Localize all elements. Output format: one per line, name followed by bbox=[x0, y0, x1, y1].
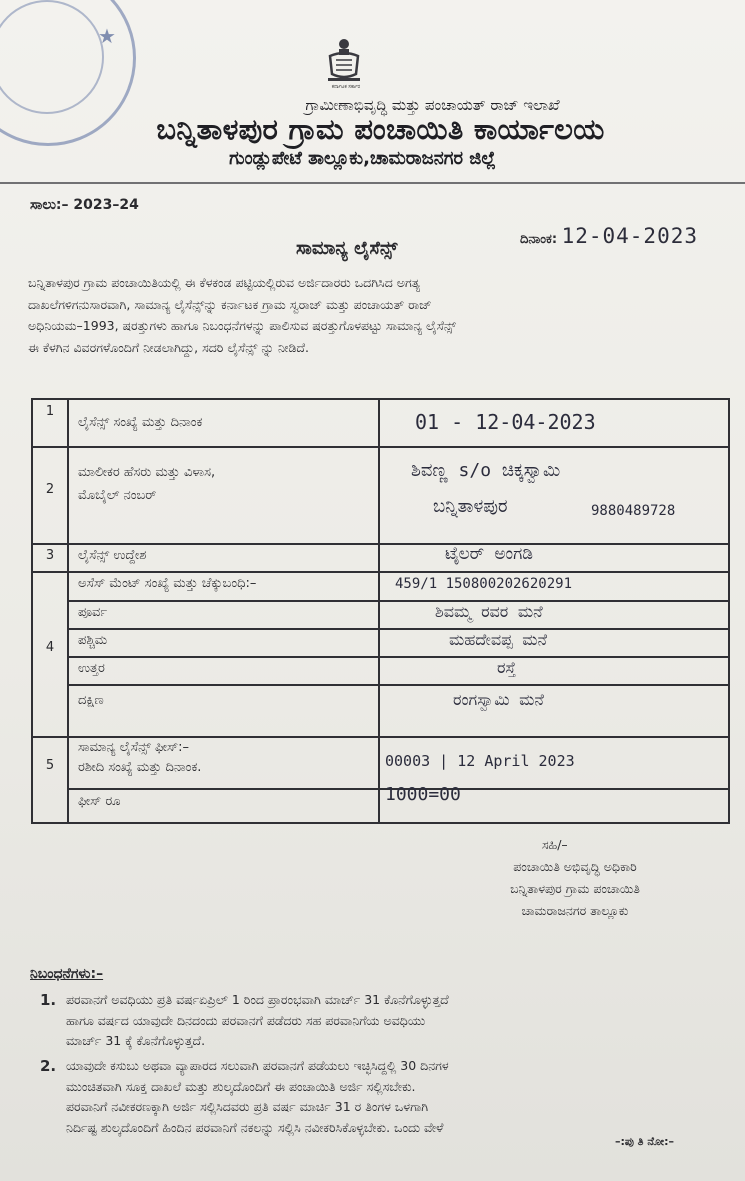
condition-line: ಪರವಾನಿಗೆ ನವೀಕರಣಕ್ಕಾಗಿ ಅರ್ಜಿ ಸಲ್ಲಿಸಿದವರು ಪ್ರತಿ ವರ್ಷ ಮಾರ್ಚಿ 31 ರ ತಿಂಗಳ ಒಳಗಾಗಿ bbox=[66, 1099, 429, 1114]
row-number: 1 bbox=[45, 404, 55, 419]
boundary-west-value: ಮಹದೇವಪ್ಪ ಮನೆ bbox=[449, 630, 548, 649]
seal-star-icon: ★ bbox=[98, 24, 116, 48]
row-divider bbox=[33, 446, 728, 448]
row-divider bbox=[67, 600, 728, 602]
boundary-north-label: ಉತ್ತರ bbox=[78, 661, 105, 676]
intro-line: ಈ ಕೆಳಗಿನ ವಿವರಗಳೊಂದಿಗೆ ನೀಡಲಾಗಿದ್ದು, ಸದರಿ ಲೈಸೆನ್ಸ್ ನ್ನು ನೀಡಿದೆ. bbox=[28, 339, 309, 355]
document-title: ಸಾಮಾನ್ಯ ಲೈಸೆನ್ಸ್ bbox=[296, 238, 398, 259]
condition-line: ಯಾವುದೇ ಕಸುಬು ಅಥವಾ ವ್ಯಾಪಾರದ ಸಲುವಾಗಿ ಪರವಾನಗೆ ಪಡೆಯಲು ಇಚ್ಛಿಸಿದ್ದಲ್ಲಿ 30 ದಿನಗಳ bbox=[66, 1058, 449, 1073]
condition-item bbox=[40, 1056, 726, 1138]
department-name: ಗ್ರಾಮೀಣಾಭಿವೃದ್ಧಿ ಮತ್ತು ಪಂಚಾಯತ್ ರಾಜ್ ಇಲಾಖೆ bbox=[305, 96, 560, 114]
receipt-label: ರಶೀದಿ ಸಂಖ್ಯೆ ಮತ್ತು ದಿನಾಂಕ. bbox=[78, 760, 202, 775]
row-divider bbox=[67, 628, 728, 630]
assessment-value: 459/1 150800202620291 bbox=[395, 576, 573, 592]
boundary-east-label: ಪೂರ್ವ bbox=[78, 605, 108, 620]
condition-number: 1. bbox=[40, 991, 57, 1009]
purpose-label: ಲೈಸೆನ್ಸ್ ಉದ್ದೇಶ bbox=[78, 548, 147, 563]
license-date bbox=[520, 224, 698, 248]
date-value: 12-04-2023 bbox=[561, 224, 698, 248]
boundary-south-value: ರಂಗಸ್ವಾಮಿ ಮನೆ bbox=[453, 690, 544, 709]
state-emblem-icon bbox=[322, 34, 366, 86]
header-divider bbox=[0, 182, 745, 184]
signature-block bbox=[460, 834, 690, 922]
intro-line: ಬನ್ನಿತಾಳಪುರ ಗ್ರಾಮ ಪಂಚಾಯಿತಿಯಲ್ಲಿ ಈ ಕೆಳಕಂಡ ಪಟ್ಟಿಯಲ್ಲಿರುವ ಅರ್ಜಿದಾರರು ಒದಗಿಸಿದ ಅಗತ್ಯ bbox=[28, 275, 421, 290]
page-turn-note: –:ಪು ತಿ ನೋ:– bbox=[615, 1135, 674, 1148]
officer-taluk: ಚಾಮರಾಜನಗರ ತಾಲ್ಲೂಕು bbox=[521, 903, 629, 918]
owner-name-value: ಶಿವಣ್ಣ s/o ಚಿಕ್ಕಸ್ವಾಮಿ bbox=[411, 460, 561, 481]
boundary-east-value: ಶಿವಮ್ಮ ರವರ ಮನೆ bbox=[435, 602, 543, 621]
row-number: 2 bbox=[45, 482, 55, 497]
officer-designation: ಪಂಚಾಯಿತಿ ಅಭಿವೃದ್ಧಿ ಅಧಿಕಾರಿ bbox=[513, 859, 637, 874]
row-divider bbox=[67, 684, 728, 686]
condition-item bbox=[40, 990, 726, 1052]
row-divider bbox=[33, 543, 728, 545]
license-number-value: 01 - 12-04-2023 bbox=[415, 410, 596, 434]
owner-address-value: ಬನ್ನಿತಾಳಪುರ bbox=[433, 496, 508, 517]
assessment-label: ಅಸೆಸ್ ಮೆಂಟ್ ಸಂಖ್ಯೆ ಮತ್ತು ಚೆಕ್ಕುಬಂಧಿ:– bbox=[78, 576, 257, 591]
owner-label: ಮಾಲೀಕರ ಹೆಸರು ಮತ್ತು ವಿಳಾಸ, bbox=[78, 465, 216, 480]
row-number: 5 bbox=[45, 758, 55, 773]
office-name: ಬನ್ನಿತಾಳಪುರ ಗ್ರಾಮ ಪಂಚಾಯಿತಿ ಕಾರ್ಯಾಲಯ bbox=[156, 112, 605, 146]
date-label: ದಿನಾಂಕ: bbox=[520, 232, 558, 247]
officer-panchayat: ಬನ್ನಿತಾಳಪುರ ಗ್ರಾಮ ಪಂಚಾಯಿತಿ bbox=[510, 881, 640, 896]
condition-number: 2. bbox=[40, 1057, 57, 1075]
condition-line: ನಿರ್ದಿಷ್ಟ ಶುಲ್ಕದೊಂದಿಗೆ ಹಿಂದಿನ ಪರವಾನಿಗೆ ನಕಲನ್ನು ಸಲ್ಲಿಸಿ ನವೀಕರಿಸಿಕೊಳ್ಳಬೇಕು. ಒಂದು ವೇಳೆ bbox=[66, 1119, 444, 1135]
row-divider bbox=[33, 736, 728, 738]
row-number: 3 bbox=[45, 548, 55, 563]
license-details-table bbox=[31, 398, 730, 824]
license-year: ಸಾಲು:– 2023–24 bbox=[30, 197, 139, 213]
signature-mark: ಸಹಿ/– bbox=[542, 837, 568, 852]
row-divider bbox=[33, 571, 728, 573]
emblem-caption: ಕರ್ನಾಟಕ ಸರ್ಕಾರ bbox=[331, 84, 361, 90]
taluk-district: ಗುಂಡ್ಲುಪೇಟೆ ತಾಲ್ಲೂಕು,ಚಾಮರಾಜನಗರ ಜಿಲ್ಲೆ bbox=[229, 148, 496, 169]
condition-line: ಹಾಗೂ ವರ್ಷದ ಯಾವುದೇ ದಿನದಂದು ಪರವಾನಗೆ ಪಡೆದರು ಸಹ ಪರವಾನಿಗೆಯ ಅವಧಿಯು bbox=[66, 1012, 426, 1028]
mobile-label: ಮೊಬೈಲ್ ನಂಬರ್ bbox=[78, 488, 157, 503]
row-divider bbox=[67, 656, 728, 658]
boundary-south-label: ದಕ್ಷಿಣ bbox=[78, 693, 104, 708]
condition-line: ಮುಂಚಿತವಾಗಿ ಸೂಕ್ತ ದಾಖಲೆ ಮತ್ತು ಶುಲ್ಕದೊಂದಿಗೆ ಈ ಪಂಚಾಯಿತಿ ಅರ್ಜಿ ಸಲ್ಲಿಸಬೇಕು. bbox=[66, 1078, 416, 1094]
condition-line: ಮಾರ್ಚ್ 31 ಕ್ಕೆ ಕೊನೆಗೊಳ್ಳುತ್ತದೆ. bbox=[66, 1033, 206, 1048]
fee-label: ಫೀಸ್ ರೂ bbox=[78, 794, 121, 809]
fee-value: 1000=00 bbox=[385, 784, 461, 805]
column-divider bbox=[67, 400, 69, 822]
intro-paragraph bbox=[28, 272, 728, 358]
boundary-north-value: ರಸ್ತೆ bbox=[497, 658, 516, 677]
receipt-value: 00003 | 12 April 2023 bbox=[385, 752, 575, 770]
condition-line: ಪರವಾನಗೆ ಅವಧಿಯು ಪ್ರತಿ ವರ್ಷಏಪ್ರಿಲ್ 1 ರಿಂದ ಪ್ರಾರಂಭವಾಗಿ ಮಾರ್ಚ್ 31 ಕೊನೆಗೊಳ್ಳುತ್ತದೆ bbox=[66, 992, 449, 1007]
intro-line: ದಾಖಲೆಗಳಿಗನುಸಾರವಾಗಿ, ಸಾಮಾನ್ಯ ಲೈಸೆನ್ಸ್‌ನ್ನು ಕರ್ನಾಟಕ ಗ್ರಾಮ ಸ್ವರಾಜ್ ಮತ್ತು ಪಂಚಾಯತ್ ರಾಜ್ bbox=[28, 296, 432, 312]
column-divider bbox=[378, 400, 380, 822]
intro-line: ಅಧಿನಿಯಮ–1993, ಷರತ್ತುಗಳು ಹಾಗೂ ನಿಬಂಧನೆಗಳನ್ನು ಪಾಲಿಸುವ ಷರತ್ತುಗೊಳಪಟ್ಟು ಸಾಮಾನ್ಯ ಲೈಸೆನ್ಸ್ bbox=[28, 318, 457, 333]
purpose-value: ಟೈಲರ್ ಅಂಗಡಿ bbox=[445, 544, 533, 564]
mobile-value: 9880489728 bbox=[591, 503, 676, 519]
boundary-west-label: ಪಶ್ಚಿಮ bbox=[78, 633, 108, 648]
fee-header-label: ಸಾಮಾನ್ಯ ಲೈಸೆನ್ಸ್ ಫೀಸ್:– bbox=[78, 740, 190, 755]
row-number: 4 bbox=[45, 640, 55, 655]
license-number-label: ಲೈಸೆನ್ಸ್ ಸಂಖ್ಯೆ ಮತ್ತು ದಿನಾಂಕ bbox=[78, 415, 203, 430]
conditions-title: ನಿಬಂಧನೆಗಳು:– bbox=[30, 966, 104, 982]
